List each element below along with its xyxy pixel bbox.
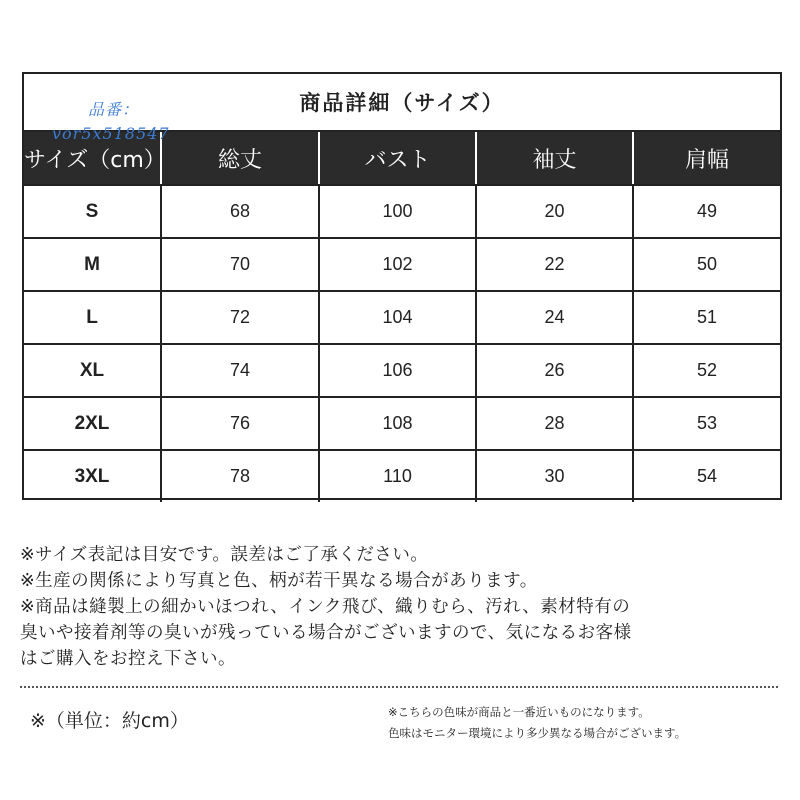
note-line: ※商品は縫製上の細かいほつれ、インク飛び、織りむら、汚れ、素材特有の <box>20 597 631 617</box>
length-cell: 76 <box>162 398 320 449</box>
color-note-line: 色味はモニター環境により多少異なる場合がございます。 <box>388 726 687 740</box>
header-bust: バスト <box>320 132 477 184</box>
watermark-code: vor5x518547 <box>52 124 170 143</box>
length-cell: 68 <box>162 186 320 237</box>
shoulder-cell: 54 <box>696 466 718 486</box>
sleeve-cell: 28 <box>477 398 634 449</box>
note-line: ※サイズ表記は目安です。誤差はご了承ください。 <box>20 545 429 565</box>
size-cell: L <box>24 292 162 343</box>
color-note-line: ※こちらの色味が商品と一番近いものになります。 <box>388 705 650 719</box>
length-cell: 70 <box>162 239 320 290</box>
notes <box>20 542 790 672</box>
sleeve-cell: 30 <box>477 451 634 502</box>
header-size: サイズ（cm） <box>24 132 162 184</box>
sleeve-cell: 24 <box>477 292 634 343</box>
length-cell: 78 <box>162 451 320 502</box>
table-row <box>24 449 780 502</box>
sleeve-cell: 20 <box>477 186 634 237</box>
header-shoulder: 肩幅 <box>684 147 729 173</box>
table-row <box>24 396 780 449</box>
table-row <box>24 290 780 343</box>
sleeve-cell: 22 <box>477 239 634 290</box>
table-row <box>24 343 780 396</box>
bust-cell: 102 <box>320 239 477 290</box>
shoulder-cell: 50 <box>696 254 718 274</box>
shoulder-cell: 51 <box>696 307 718 327</box>
size-cell: XL <box>24 345 162 396</box>
note-line: はご購入をお控え下さい。 <box>20 649 236 669</box>
size-cell: S <box>24 186 162 237</box>
color-note <box>388 702 686 744</box>
shoulder-cell: 52 <box>696 360 718 380</box>
size-cell: 3XL <box>24 451 162 502</box>
header-sleeve: 袖丈 <box>477 132 634 184</box>
note-line: ※生産の関係により写真と色、柄が若干異なる場合があります。 <box>20 571 538 591</box>
header-length: 総丈 <box>162 132 320 184</box>
watermark-label: 品番： <box>88 100 140 119</box>
bust-cell: 100 <box>320 186 477 237</box>
dotted-divider <box>20 686 778 688</box>
note-line: 臭いや接着剤等の臭いが残っている場合がございますので、気になるお客様 <box>20 623 632 643</box>
product-number-watermark <box>52 98 170 146</box>
table-row <box>24 184 780 237</box>
size-cell: 2XL <box>24 398 162 449</box>
shoulder-cell: 53 <box>696 413 718 433</box>
table-row <box>24 237 780 290</box>
bust-cell: 106 <box>320 345 477 396</box>
bust-cell: 108 <box>320 398 477 449</box>
length-cell: 74 <box>162 345 320 396</box>
shoulder-cell: 49 <box>696 201 718 221</box>
bust-cell: 104 <box>320 292 477 343</box>
bust-cell: 110 <box>320 451 477 502</box>
sleeve-cell: 26 <box>477 345 634 396</box>
table-title: 商品詳細（サイズ） <box>24 74 780 132</box>
unit-label: ※（単位：約cm） <box>30 710 189 732</box>
length-cell: 72 <box>162 292 320 343</box>
size-cell: M <box>24 239 162 290</box>
